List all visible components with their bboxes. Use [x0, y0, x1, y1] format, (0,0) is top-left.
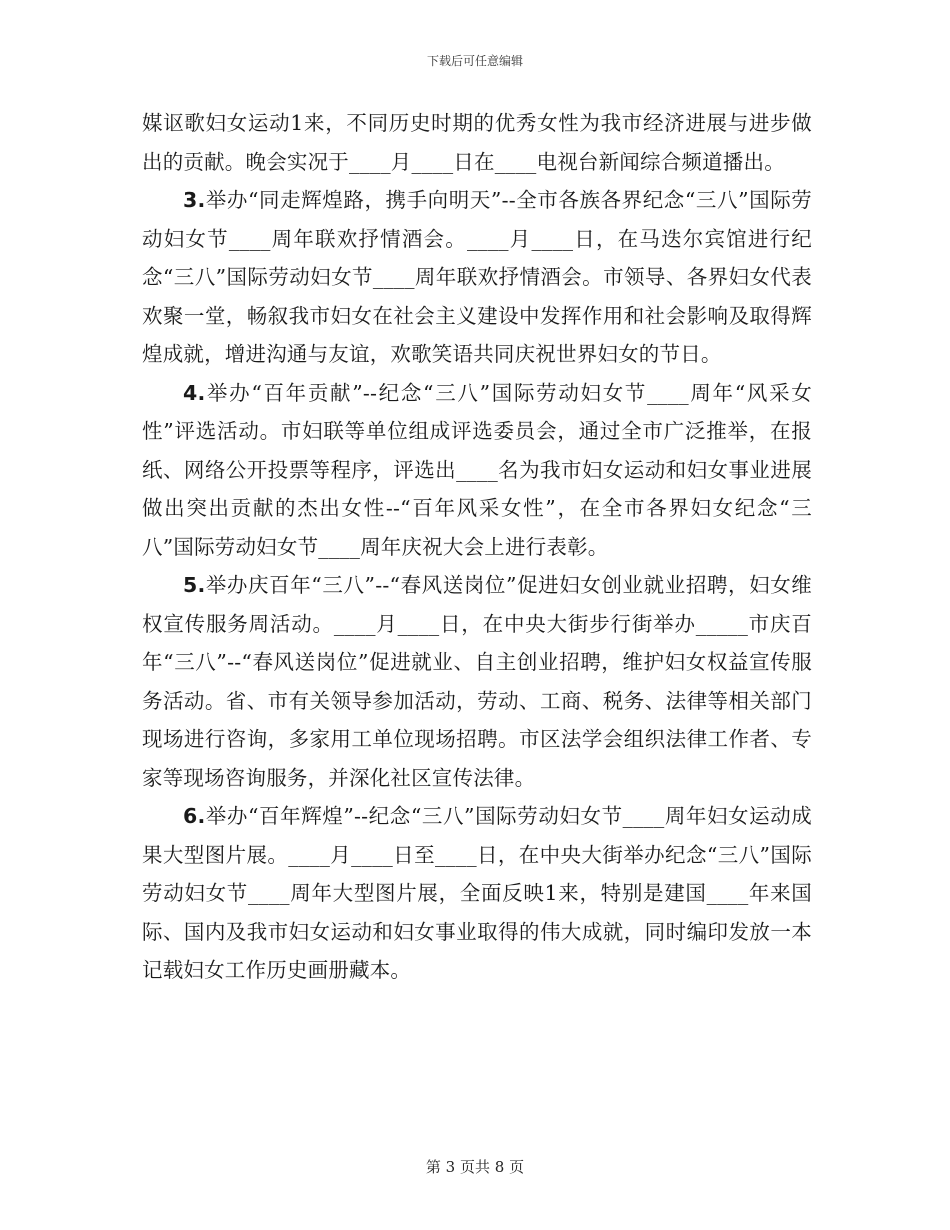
paragraph-text: 举办“百年辉煌”--纪念“三八”国际劳动妇女节____周年妇女运动成果大型图片展。____月____日至____日，在中央大街举办纪念“三八”国际劳动妇女节____周年大型图片展，全面反映1来，特别是建国____年来国际、国内及我市妇女运动和妇女事业取得的伟大成就，同时编印发放一本记载妇女工作历史画册藏本。: [142, 804, 812, 982]
paragraph-text: 举办“百年贡献”--纪念“三八”国际劳动妇女节____周年“风采女性”评选活动。市妇联等单位组成评选委员会，通过全市广泛推举，在报纸、网络公开投票等程序，评选出____名为我市妇女运动和妇女事业进展做出突出贡献的杰出女性--“百年风采女性”，在全市各界妇女纪念“三八”国际劳动妇女节____周年庆祝大会上进行表彰。: [142, 380, 812, 559]
item-number: 6.: [183, 804, 206, 828]
paragraph-text: 举办“同走辉煌路，携手向明天”--全市各族各界纪念“三八”国际劳动妇女节____周年联欢抒情酒会。____月____日，在马迭尔宾馆进行纪念“三八”国际劳动妇女节____周年联欢抒情酒会。市领导、各界妇女代表欢聚一堂，畅叙我市妇女在社会主义建设中发挥作用和社会影响及取得辉煌成就，增进沟通与友谊，欢歌笑语共同庆祝世界妇女的节日。: [142, 188, 812, 366]
paragraph-item-4: [142, 374, 812, 567]
paragraph-item-5: [142, 566, 812, 797]
paragraph-item-3: [142, 181, 812, 374]
item-number: 4.: [183, 380, 206, 405]
paragraph-item-6: [142, 797, 812, 990]
paragraph-text: 媒讴歌妇女运动1来，不同历史时期的优秀女性为我市经济进展与进步做出的贡献。晚会实况于____月____日在____电视台新闻综合频道播出。: [142, 111, 812, 174]
paragraph-text: 举办庆百年“三八”--“春风送岗位”促进妇女创业就业招聘，妇女维权宣传服务周活动。____月____日，在中央大街步行街举办_____市庆百年“三八”--“春风送岗位”促进就业、自主创业招聘，维护妇女权益宣传服务活动。省、市有关领导参加活动，劳动、工商、税务、法律等相关部门现场进行咨询，多家用工单位现场招聘。市区法学会组织法律工作者、专家等现场咨询服务，并深化社区宣传法律。: [142, 573, 812, 790]
paragraph-continuation: [142, 104, 812, 181]
document-body: [142, 104, 812, 990]
item-number: 5.: [183, 573, 206, 597]
page-footer: 第 3 页共 8 页: [425, 1158, 525, 1176]
item-number: 3.: [183, 188, 206, 212]
page-header: 下载后可任意编辑: [426, 54, 523, 68]
